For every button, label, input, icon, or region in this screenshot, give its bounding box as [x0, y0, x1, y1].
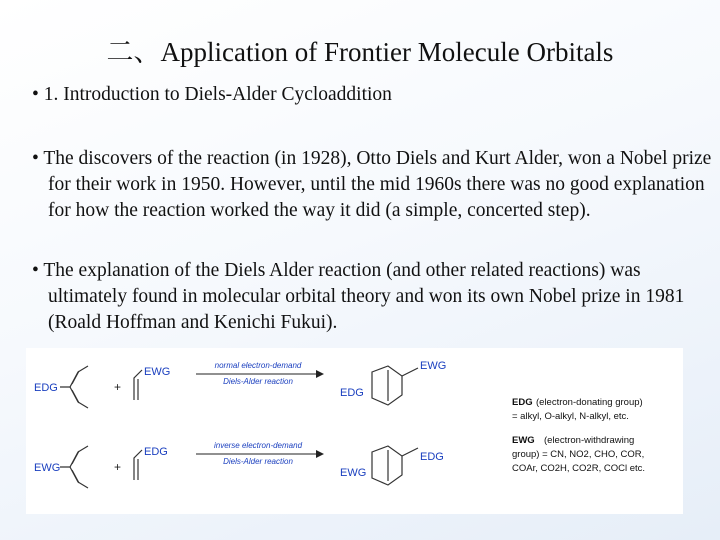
- reaction-inverse: [34, 441, 444, 488]
- plus-sign: +: [114, 380, 122, 394]
- arrow-head: [316, 450, 324, 458]
- edg-examples: = alkyl, O-alkyl, N-alkyl, etc.: [512, 411, 629, 422]
- bullet-history: • The discovers of the reaction (in 1928), Otto Diels and Kurt Alder, won a Nobel prize for their work in 1950. However, until the mid 1960s there was no good explanation for how the reaction worked the way it did (a simple, concerted step).: [32, 148, 712, 221]
- product-ring: [372, 366, 418, 405]
- bullet-explanation: • The explanation of the Diels Alder reaction (and other related reactions) was ultimately found in molecular orbital theory and won its own Nobel prize in 1981 (Roald Hoffman and Kenichi Fukui).: [32, 260, 685, 333]
- reaction-scheme: [26, 348, 683, 514]
- diene-structure: [60, 366, 88, 408]
- ewg-examples-line2: COAr, CO2H, CO2R, COCl etc.: [512, 463, 646, 474]
- arrow-label-bottom: Diels-Alder reaction: [223, 377, 293, 386]
- diene-structure: [60, 446, 88, 488]
- plus-sign: +: [114, 460, 122, 474]
- product-substituent-right: EWG: [420, 360, 447, 372]
- arrow-head: [316, 370, 324, 378]
- dienophile-substituent: EDG: [144, 446, 168, 458]
- product-ring: [372, 446, 418, 485]
- ewg-title: EWG: [512, 435, 535, 446]
- ewg-description: (electron-withdrawing: [544, 435, 635, 446]
- dienophile-structure: [134, 370, 142, 400]
- diels-alder-figure: [26, 348, 683, 514]
- product-substituent-left: EWG: [340, 467, 367, 479]
- arrow-label-top: inverse electron-demand: [213, 441, 303, 450]
- edg-title: EDG: [512, 397, 533, 408]
- edg-description: (electron-donating group): [536, 397, 643, 408]
- product-substituent-right: EDG: [420, 451, 444, 463]
- bullet-intro: • 1. Introduction to Diels-Alder Cycloaddition: [32, 84, 392, 105]
- arrow-label-top: normal electron-demand: [214, 361, 302, 370]
- reaction-normal: [34, 360, 446, 408]
- diene-substituent: EWG: [34, 462, 61, 474]
- arrow-label-bottom: Diels-Alder reaction: [223, 457, 293, 466]
- diene-substituent: EDG: [34, 382, 58, 394]
- ewg-examples-line1: group) = CN, NO2, CHO, COR,: [512, 449, 645, 460]
- slide-title: 二、Application of Frontier Molecule Orbitals: [106, 37, 614, 67]
- product-substituent-left: EDG: [340, 387, 364, 399]
- dienophile-substituent: EWG: [144, 366, 171, 378]
- dienophile-structure: [134, 450, 142, 480]
- group-legend: [512, 397, 645, 474]
